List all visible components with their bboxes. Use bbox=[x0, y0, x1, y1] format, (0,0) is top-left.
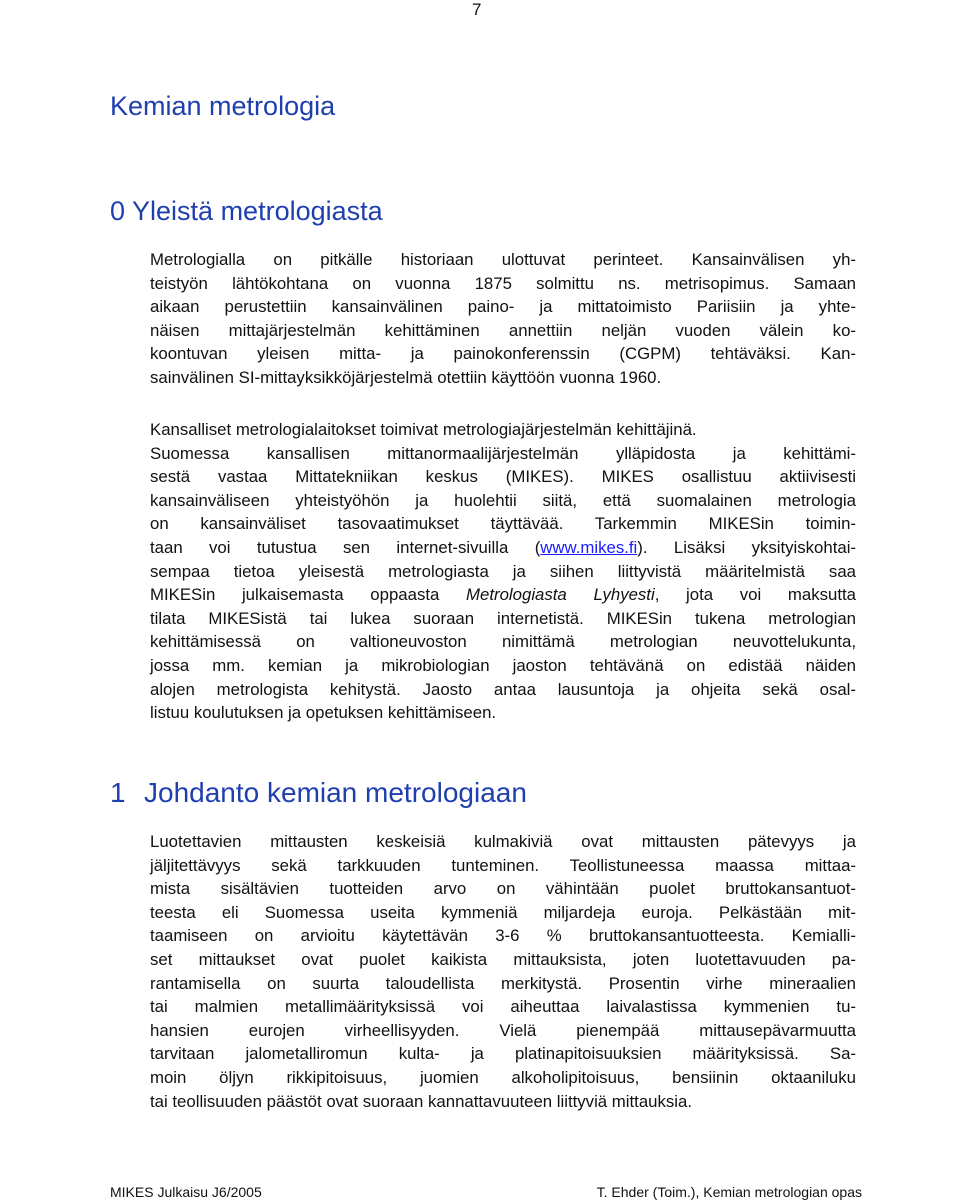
text-fragment: , jota voi maksutta bbox=[654, 585, 856, 605]
section-0-heading: 0 Yleistä metrologiasta bbox=[110, 196, 383, 226]
text-line: teesta eli Suomessa useita kymmeniä miljardeja euroja. Pelkästään mit- bbox=[150, 902, 856, 922]
text-line bbox=[150, 536, 856, 560]
text-line: jäljitettävyys sekä tarkkuuden tunteminen. Teollistuneessa maassa mittaa- bbox=[150, 855, 856, 875]
text-fragment: MIKESin julkaisemasta oppaasta bbox=[150, 585, 467, 605]
text-line: alojen metrologista kehitystä. Jaosto antaa lausuntoja ja ohjeita sekä osal- bbox=[150, 679, 856, 699]
text-line: taamiseen on arvioitu käytettävän 3-6 % bruttokansantuotteesta. Kemialli- bbox=[150, 926, 856, 946]
section-0-paragraph-1 bbox=[150, 248, 856, 390]
text-line: tilata MIKESistä tai lukea suoraan internetistä. MIKESin tukena metrologian bbox=[150, 608, 856, 628]
text-line: rantamisella on suurta taloudellista merkitystä. Prosentin virhe mineraalien bbox=[150, 973, 856, 993]
text-line: kehittämisessä on valtioneuvoston nimittämä metrologian neuvottelukunta, bbox=[150, 632, 856, 652]
section-number: 1 bbox=[110, 777, 126, 808]
text-line: mista sisältävien tuotteiden arvo on vähintään puolet bruttokansantuot- bbox=[150, 879, 856, 899]
text-fragment: taan voi tutustua sen internet-sivuilla ( bbox=[150, 537, 541, 557]
text-line: koontuvan yleisen mitta- ja painokonferenssin (CGPM) tehtäväksi. Kan- bbox=[150, 344, 856, 364]
section-title: Johdanto kemian metrologiaan bbox=[144, 777, 527, 808]
text-line: sestä vastaa Mittatekniikan keskus (MIKES). MIKES osallistuu aktiivisesti bbox=[150, 467, 856, 487]
section-1-paragraph bbox=[150, 830, 856, 1113]
text-line: kansainväliseen yhteistyöhön ja huolehtii siitä, että suomalainen metrologia bbox=[150, 490, 856, 510]
text-line: teistyön lähtökohtana on vuonna 1875 solmittu ns. metrisopimus. Samaan bbox=[150, 273, 856, 293]
text-fragment: ). Lisäksi yksityiskohtai- bbox=[637, 537, 857, 557]
footer-publication: MIKES Julkaisu J6/2005 bbox=[110, 1184, 262, 1200]
section-0-paragraph-2 bbox=[150, 418, 856, 725]
text-line: hansien eurojen virheellisyyden. Vielä pienempää mittausepävarmuutta bbox=[150, 1020, 856, 1040]
publication-title: Metrologiasta Lyhyesti bbox=[466, 585, 655, 605]
footer-author: T. Ehder (Toim.), Kemian metrologian opas bbox=[596, 1184, 862, 1200]
text-line: moin öljyn rikkipitoisuus, juomien alkoholipitoisuus, bensiinin oktaaniluku bbox=[150, 1067, 856, 1087]
page-number: 7 bbox=[472, 0, 482, 19]
text-line: sempaa tietoa yleisestä metrologiasta ja siihen liittyvistä määritelmistä saa bbox=[150, 561, 856, 581]
text-line: jossa mm. kemian ja mikrobiologian jaoston tehtävänä on edistää näiden bbox=[150, 655, 856, 675]
text-line: tarvitaan jalometalliromun kulta- ja platinapitoisuuksien määrityksissä. Sa- bbox=[150, 1044, 856, 1064]
text-line bbox=[150, 583, 856, 607]
text-line: listuu koulutuksen ja opetuksen kehittämiseen. bbox=[150, 703, 497, 723]
text-line: tai teollisuuden päästöt ovat suoraan kannattavuuteen liittyviä mittauksia. bbox=[150, 1091, 692, 1111]
text-line: Kansalliset metrologialaitokset toimivat metrologiajärjestelmän kehittäjinä. bbox=[150, 420, 697, 439]
text-line: on kansainväliset tasovaatimukset täyttävää. Tarkemmin MIKESin toimin- bbox=[150, 514, 856, 534]
text-line: Metrologialla on pitkälle historiaan ulottuvat perinteet. Kansainvälisen yh- bbox=[150, 250, 856, 269]
text-line: tai malmien metallimäärityksissä voi aiheuttaa laivalastissa kymmenien tu- bbox=[150, 997, 856, 1017]
mikes-website-link[interactable]: www.mikes.fi bbox=[540, 537, 638, 557]
text-line: näisen mittajärjestelmän kehittäminen annettiin neljän vuoden välein ko- bbox=[150, 320, 856, 340]
text-line: set mittaukset ovat puolet kaikista mittauksista, joten luotettavuuden pa- bbox=[150, 949, 856, 969]
text-line: Suomessa kansallisen mittanormaalijärjestelmän ylläpidosta ja kehittämi- bbox=[150, 443, 856, 463]
text-line: aikaan perustettiin kansainvälinen paino- ja mittatoimisto Pariisiin ja yhte- bbox=[150, 297, 856, 317]
document-title: Kemian metrologia bbox=[110, 91, 336, 121]
text-line: sainvälinen SI-mittayksikköjärjestelmä otettiin käyttöön vuonna 1960. bbox=[150, 367, 662, 387]
text-line: Luotettavien mittausten keskeisiä kulmakiviä ovat mittausten pätevyys ja bbox=[150, 832, 856, 851]
section-1-heading bbox=[110, 777, 527, 809]
